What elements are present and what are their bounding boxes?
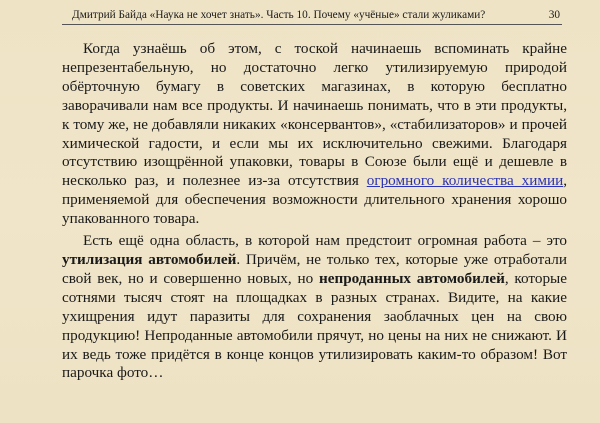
- chemicals-link[interactable]: огромного количества химии: [366, 172, 564, 190]
- paragraph-1-text-a: Когда узнаёшь об этом, с тоской начинаешь вспоминать крайне непрезентабельную, но достаточно легко утилизируемую природой обёрточную бумагу в советских магазинах, в которую бесплатно заворачивали нам все продукты. И начинаешь понимать, что в эти продукты, к тому же, не добавляли никаких «консервантов», «стабилизаторов» и прочей химической гадости, и если мы их исключительно свежими. Благодаря отсутствию изощрённой упаковки, товары в Союзе были ещё и дешевле в несколько раз, и полезнее из-за отсутствия: [62, 40, 567, 190]
- paragraph-2-text-b: . Причём, не только тех, которые уже отработали свой век, но и совершенно новых, но: [62, 250, 567, 287]
- header-title: Дмитрий Байда «Наука не хочет знать». Часть 10. Почему «учёные» стали жуликами?: [72, 9, 486, 21]
- bold-unsold-cars: непроданных автомобилей: [318, 269, 505, 287]
- page-header: [62, 6, 562, 25]
- bold-car-disposal: утилизация автомобилей: [62, 250, 237, 268]
- paragraph-1: [62, 40, 567, 229]
- page-body: [62, 40, 567, 383]
- paragraph-1-text-b: , применяемой для обеспечения возможности длительного хранения хорошо упакованного товара.: [62, 172, 568, 228]
- paragraph-2-text-c: , которые сотнями тысяч стоят на площадках в разных странах. Видите, на какие ухищрения идут паразиты для сохранения заоблачных цен на свою продукцию! Непроданные автомобили прячут, но цены на них не снижают. И их ведь тоже придётся в конце концов утилизировать каким-то образом! Вот парочка фото…: [62, 269, 568, 382]
- page-number: 30: [548, 9, 560, 21]
- paragraph-2: [62, 232, 567, 383]
- paragraph-2-text-a: Есть ещё одна область, в которой нам предстоит огромная работа – это: [83, 232, 567, 250]
